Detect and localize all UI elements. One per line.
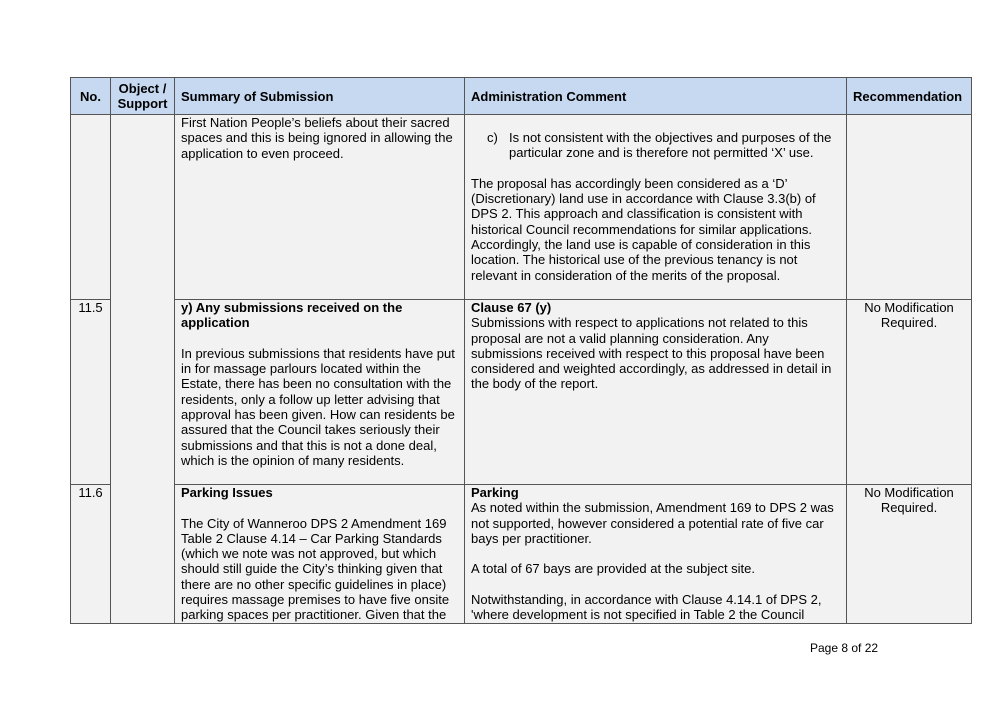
summary-title: y) Any submissions received on the application xyxy=(181,300,403,331)
admin-comment-cell xyxy=(465,300,847,485)
summary-text: The City of Wanneroo DPS 2 Amendment 169 Table 2 Clause 4.14 – Car Parking Standards (which we note was not approved, but which should still guide the City’s thinking given that there are no other specific guidelines in place) requires massage premises to have five onsite parking spaces per practitioner. Given that the xyxy=(181,515,450,623)
admin-text: Submissions with respect to applications not related to this proposal are not a valid planning consideration. Any submissions received with respect to this proposal have been considered and weighted accordingly, as addressed in detail in the body of the report. xyxy=(471,315,832,392)
header-object-line2: Support xyxy=(117,96,168,111)
admin-title: Parking xyxy=(471,485,519,500)
cont-recommendation-cell xyxy=(847,115,972,300)
table-row-continued xyxy=(71,115,972,300)
submissions-table xyxy=(70,77,972,624)
admin-text-3: Notwithstanding, in accordance with Clause 4.14.1 of DPS 2, 'where development is not specified in Table 2 the Council xyxy=(471,592,822,623)
header-no: No. xyxy=(71,78,111,115)
admin-comment-cell xyxy=(465,485,847,624)
header-admin-comment: Administration Comment xyxy=(465,78,847,115)
admin-text-2: A total of 67 bays are provided at the subject site. xyxy=(471,561,756,577)
admin-title: Clause 67 (y) xyxy=(471,300,552,315)
header-summary: Summary of Submission xyxy=(175,78,465,115)
row-number: 11.5 xyxy=(71,300,111,485)
cont-admin-cell xyxy=(465,115,847,300)
row-number: 11.6 xyxy=(71,485,111,624)
header-object-line1: Object / xyxy=(118,81,167,96)
object-support-cell xyxy=(111,115,175,624)
admin-text-1: As noted within the submission, Amendment 169 to DPS 2 was not supported, however considered a potential rate of five car bays per practitioner. xyxy=(471,500,834,546)
cont-summary-text: First Nation People’s beliefs about their sacred spaces and this is being ignored in allowing the application to even proceed. xyxy=(181,115,453,161)
table-header-row xyxy=(71,78,972,115)
summary-cell xyxy=(175,485,465,624)
table-row-11-6 xyxy=(71,485,972,624)
summary-title: Parking Issues xyxy=(181,485,273,500)
cont-admin-paragraph: The proposal has accordingly been considered as a ‘D’ (Discretionary) land use in accordance with Clause 3.3(b) of DPS 2. This approach and classification is consistent with historical Council recommendations for similar applications. Accordingly, the land use is capable of consideration in this location. The historical use of the previous tenancy is not relevant in consideration of the merits of the proposal. xyxy=(471,175,816,283)
summary-text: In previous submissions that residents have put in for massage parlours located within the Estate, there has been no consultation with the residents, only a follow up letter advising that approval has been given. How can residents be assured that the Council takes seriously their submissions and that this is not a done deal, which is the opinion of many residents. xyxy=(181,345,455,468)
recommendation-cell: No Modification Required. xyxy=(847,300,972,485)
list-item-text: Is not consistent with the objectives and purposes of the particular zone and is therefore not permitted ‘X’ use. xyxy=(509,130,832,161)
header-object-support xyxy=(111,78,175,115)
page-number: Page 8 of 22 xyxy=(810,641,879,655)
admin-list-item-c xyxy=(465,115,846,161)
recommendation-cell: No Modification Required. xyxy=(847,485,972,624)
list-marker: c) xyxy=(487,130,498,145)
cont-summary-cell xyxy=(175,115,465,300)
header-recommendation: Recommendation xyxy=(847,78,972,115)
summary-cell xyxy=(175,300,465,485)
table-row-11-5 xyxy=(71,300,972,485)
cont-no-cell xyxy=(71,115,111,300)
